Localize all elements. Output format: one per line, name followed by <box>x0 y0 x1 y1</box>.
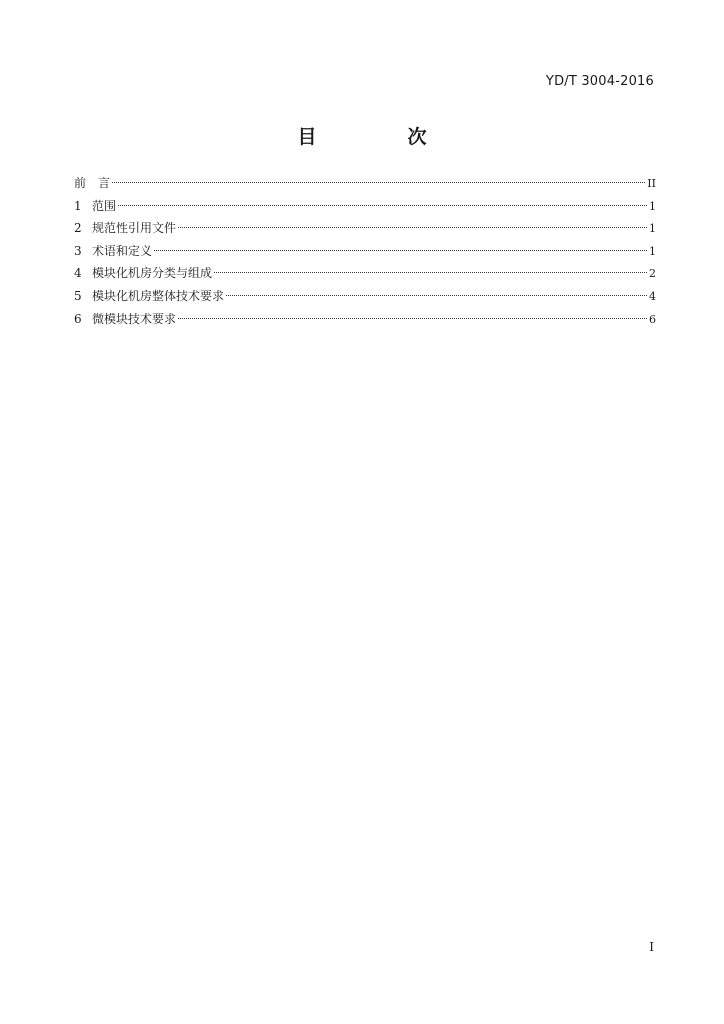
toc-dot-leader <box>178 227 647 228</box>
toc-entry-number: 1 <box>74 198 82 213</box>
toc-entry-label: 模块化机房整体技术要求 <box>92 288 225 303</box>
toc-entry-page: 1 <box>649 199 656 213</box>
toc-entry-page: II <box>647 177 656 190</box>
toc-entry-number: 2 <box>74 221 82 236</box>
toc-dot-leader <box>178 318 647 319</box>
toc-entry-page: 1 <box>649 222 656 236</box>
toc-dot-leader <box>214 272 647 273</box>
toc-entry-number: 3 <box>74 243 82 258</box>
toc-entry-label: 前 言 <box>74 176 111 190</box>
toc-dot-leader <box>154 250 647 251</box>
toc-entry-page: 1 <box>649 244 656 258</box>
toc-entry-number: 4 <box>74 266 82 281</box>
toc-dot-leader <box>118 205 647 206</box>
toc-entry-label: 规范性引用文件 <box>92 221 177 236</box>
toc-entry-foreword[interactable] <box>74 172 656 195</box>
toc-entry-terms-definitions[interactable] <box>74 240 656 263</box>
toc-entry-overall-requirements[interactable] <box>74 285 656 308</box>
standard-number: YD/T 3004-2016 <box>545 74 654 89</box>
toc-dot-leader <box>112 182 645 183</box>
toc-entry-label: 范围 <box>92 198 117 213</box>
toc-entry-classification[interactable] <box>74 262 656 285</box>
toc-entry-number: 6 <box>74 311 82 326</box>
toc-entry-label: 术语和定义 <box>92 243 153 258</box>
toc-dot-leader <box>226 295 647 296</box>
toc-entry-page: 6 <box>649 312 656 326</box>
toc-entry-scope[interactable] <box>74 195 656 218</box>
toc-entry-number: 5 <box>74 288 82 303</box>
toc-entry-page: 4 <box>649 289 656 303</box>
page-number: I <box>649 940 654 954</box>
table-of-contents <box>74 172 656 330</box>
toc-entry-label: 微模块技术要求 <box>92 311 177 326</box>
toc-entry-page: 2 <box>649 267 656 281</box>
toc-entry-micro-module[interactable] <box>74 308 656 331</box>
toc-entry-label: 模块化机房分类与组成 <box>92 266 213 281</box>
toc-entry-normative-references[interactable] <box>74 217 656 240</box>
toc-title: 目 次 <box>297 126 463 148</box>
